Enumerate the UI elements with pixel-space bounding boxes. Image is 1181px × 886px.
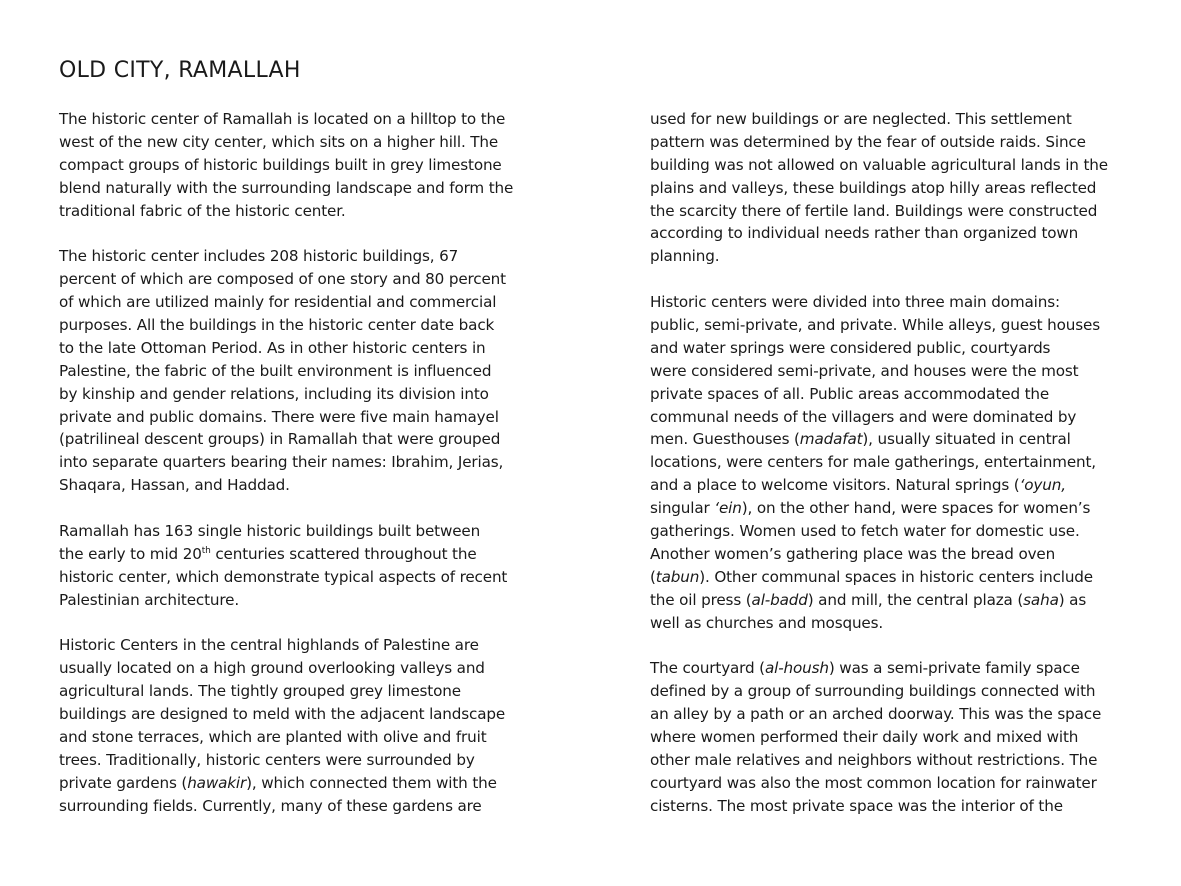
text-segment: ) and mill, the central plaza ( [807, 590, 1024, 609]
text-segment: ), on the other hand, were spaces for women’s [741, 499, 1091, 518]
text-segment: and a place to welcome visitors. Natural springs ( [650, 476, 1020, 495]
text-line [650, 589, 1130, 612]
text-line [650, 474, 1130, 497]
text-line: planning. [650, 247, 720, 266]
text-line: well as churches and mosques. [650, 613, 884, 632]
page-title: OLD CITY, RAMALLAH [59, 58, 301, 83]
italic-term: ‘oyun, [1019, 476, 1066, 495]
text-line: the scarcity there of fertile land. Buildings were constructed [650, 201, 1098, 220]
text-line: Palestinian architecture. [59, 590, 240, 609]
text-line: usually located on a high ground overlooking valleys and [59, 659, 485, 678]
text-line: trees. Traditionally, historic centers were surrounded by [59, 750, 475, 769]
text-line: Palestine, the fabric of the built environment is influenced [59, 361, 492, 380]
text-line: cisterns. The most private space was the interior of the [650, 796, 1063, 815]
text-segment: centuries scattered throughout the [210, 544, 477, 563]
text-line [650, 428, 1130, 451]
text-line [59, 543, 539, 566]
text-line: into separate quarters bearing their names: Ibrahim, Jerias, [59, 453, 504, 472]
text-line: to the late Ottoman Period. As in other historic centers in [59, 338, 486, 357]
text-line: buildings are designed to meld with the adjacent landscape [59, 705, 506, 724]
text-line: surrounding fields. Currently, many of these gardens are [59, 796, 482, 815]
text-line [59, 772, 539, 795]
text-line: according to individual needs rather than organized town [650, 224, 1079, 243]
text-line: purposes. All the buildings in the historic center date back [59, 316, 495, 335]
text-line: an alley by a path or an arched doorway. This was the space [650, 705, 1102, 724]
text-line: plains and valleys, these buildings atop hilly areas reflected [650, 178, 1097, 197]
text-line: courtyard was also the most common location for rainwater [650, 773, 1097, 792]
text-segment: singular [650, 499, 715, 518]
text-segment: ) as [1058, 590, 1087, 609]
superscript: th [201, 545, 211, 556]
text-line: private and public domains. There were five main hamayel [59, 407, 499, 426]
text-line: locations, were centers for male gatherings, entertainment, [650, 453, 1096, 472]
italic-term: hawakir [187, 773, 247, 792]
text-line: public, semi-private, and private. While alleys, guest houses [650, 316, 1100, 335]
text-line: west of the new city center, which sits on a higher hill. The [59, 132, 499, 151]
paragraph-continuation [650, 108, 1130, 268]
text-line: Another women’s gathering place was the bread oven [650, 544, 1056, 563]
left-text-column [59, 108, 539, 818]
paragraph-domains [650, 291, 1130, 634]
text-line: agricultural lands. The tightly grouped grey limestone [59, 682, 461, 701]
right-text-column [650, 108, 1130, 818]
text-line: pattern was determined by the fear of outside raids. Since [650, 132, 1086, 151]
text-segment: ( [650, 567, 656, 586]
text-line: percent of which are composed of one story and 80 percent [59, 270, 506, 289]
text-line: defined by a group of surrounding buildings connected with [650, 682, 1096, 701]
text-line: and stone terraces, which are planted with olive and fruit [59, 728, 487, 747]
italic-term: al-housh [764, 659, 829, 678]
text-line: The historic center of Ramallah is located on a hilltop to the [59, 110, 506, 128]
text-line [650, 566, 1130, 589]
text-segment: ), usually situated in central [862, 430, 1071, 449]
text-line: traditional fabric of the historic center. [59, 201, 346, 220]
text-line: communal needs of the villagers and were dominated by [650, 407, 1077, 426]
text-line: private spaces of all. Public areas accommodated the [650, 384, 1050, 403]
text-line [650, 657, 1130, 680]
text-line: Shaqara, Hassan, and Haddad. [59, 476, 290, 495]
text-line: by kinship and gender relations, including its division into [59, 384, 489, 403]
text-line [650, 497, 1130, 520]
text-segment: The courtyard ( [650, 659, 765, 678]
text-segment: private gardens ( [59, 773, 188, 792]
text-line: of which are utilized mainly for residential and commercial [59, 293, 497, 312]
text-line: building was not allowed on valuable agricultural lands in the [650, 155, 1108, 174]
text-segment: the early to mid 20 [59, 544, 202, 563]
text-line: compact groups of historic buildings built in grey limestone [59, 155, 502, 174]
italic-term: al-badd [751, 590, 808, 609]
paragraph-intro [59, 108, 539, 222]
paragraph-buildings [59, 245, 539, 497]
text-segment: the oil press ( [650, 590, 752, 609]
text-line: and water springs were considered public, courtyards [650, 338, 1051, 357]
paragraph-highlands [59, 634, 539, 817]
paragraph-single-buildings [59, 520, 539, 612]
text-line: blend naturally with the surrounding landscape and form the [59, 178, 514, 197]
text-line: where women performed their daily work and mixed with [650, 728, 1079, 747]
text-line: historic center, which demonstrate typical aspects of recent [59, 567, 508, 586]
italic-term: ‘ein [714, 499, 742, 518]
text-line: Ramallah has 163 single historic buildings built between [59, 522, 481, 541]
text-segment: ), which connected them with the [246, 773, 497, 792]
text-segment: men. Guesthouses ( [650, 430, 800, 449]
text-line: gatherings. Women used to fetch water for domestic use. [650, 522, 1080, 541]
text-line: were considered semi-private, and houses were the most [650, 361, 1079, 380]
text-segment: ). Other communal spaces in historic centers include [699, 567, 1093, 586]
paragraph-courtyard [650, 657, 1130, 817]
italic-term: madafat [799, 430, 863, 449]
text-line: (patrilineal descent groups) in Ramallah that were grouped [59, 430, 501, 449]
italic-term: tabun [655, 567, 700, 586]
text-line: other male relatives and neighbors without restrictions. The [650, 750, 1098, 769]
text-segment: ) was a semi-private family space [828, 659, 1080, 678]
text-line: Historic centers were divided into three main domains: [650, 293, 1060, 312]
text-line: The historic center includes 208 historic buildings, 67 [59, 247, 459, 266]
italic-term: saha [1023, 590, 1059, 609]
text-line: used for new buildings or are neglected. This settlement [650, 110, 1072, 128]
text-line: Historic Centers in the central highlands of Palestine are [59, 636, 479, 655]
